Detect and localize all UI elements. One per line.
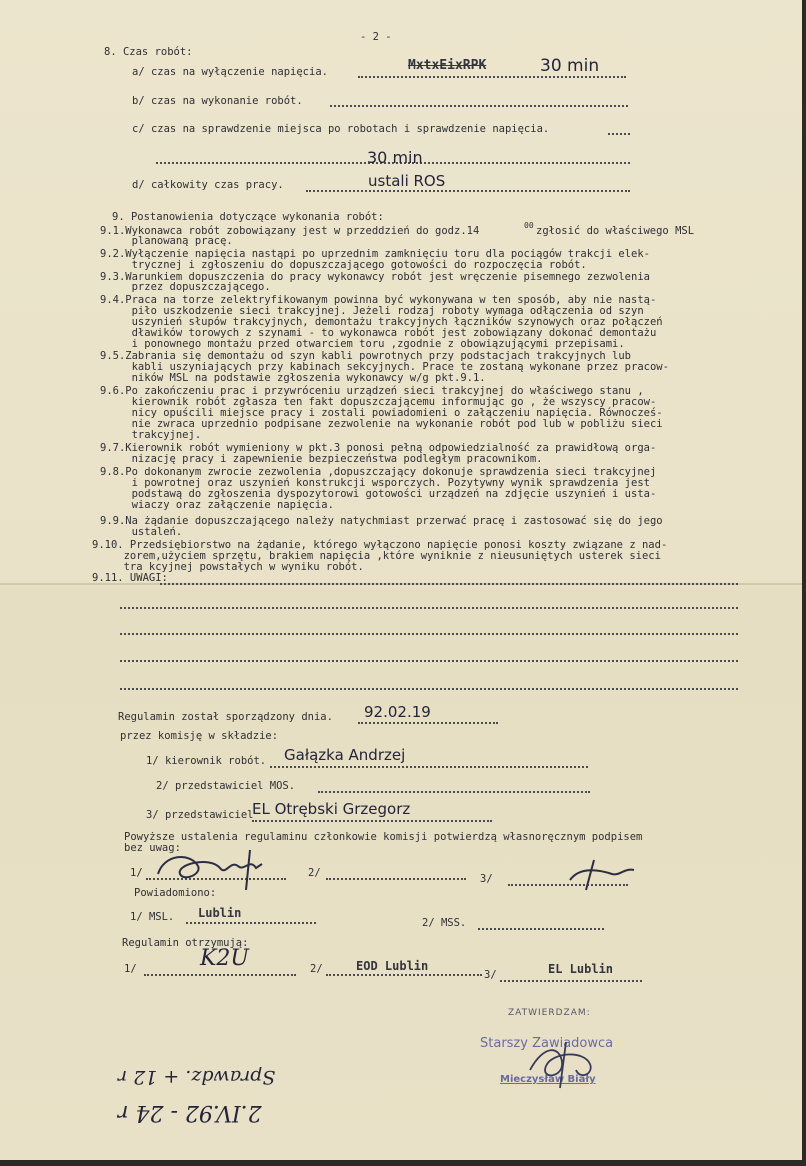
s9-line: 9.4.Praca na torze zelektryfikowanym powinna być wykonywana w ten sposób, aby nie nastą- bbox=[100, 294, 657, 306]
s9-line: 9.9.Na żądanie dopuszczającego należy natychmiast przerwać pracę i zastosować się do jego bbox=[100, 515, 663, 527]
sig-2-label: 2/ bbox=[308, 867, 321, 879]
s9-line: 9.10. Przedsiębiorstwo na żądanie, którego wyłączono napięcie ponosi koszty związane z nad- bbox=[92, 539, 668, 551]
s9-line: nizację pracy i zapewnienie bezpieczeństwa podległym pracownikom. bbox=[100, 453, 543, 465]
s9-line: ustaleń. bbox=[100, 526, 183, 538]
uwagi-dots-3 bbox=[120, 633, 738, 635]
confirm-text-2: bez uwag: bbox=[124, 842, 181, 854]
s9-line: 9.3.Warunkiem dopuszczenia do pracy wykonawcy robót jest wręczenie pisemnego zezwolenia bbox=[100, 271, 650, 283]
note-2: 2.IV.92 - 24 r bbox=[118, 1100, 262, 1125]
s8-d-value: ustali ROS bbox=[368, 172, 446, 190]
confirm-text-1: Powyższe ustalenia regulaminu członkowie komisji potwierdzą własnoręcznym podpisem bbox=[124, 831, 643, 843]
approval-signature-mark bbox=[520, 1040, 610, 1090]
s8-a-strike: MxtxEixRPK bbox=[408, 58, 487, 73]
member-2-dots bbox=[318, 791, 590, 793]
s9-line: przez dopuszczającego. bbox=[100, 281, 271, 293]
uwagi-dots-2 bbox=[120, 607, 738, 609]
s9-line: i ponownego montażu przed otwarciem toru ,zgodnie z obowiązującymi przepisami. bbox=[100, 338, 625, 350]
s9-line: 9.8.Po dokonanym zwrocie zezwolenia ,dopuszczający dokonuje sprawdzenia sieci trakcyjnej bbox=[100, 466, 657, 478]
drawn-dots bbox=[358, 722, 498, 724]
s8-b-label: b/ czas na wykonanie robót. bbox=[132, 95, 303, 107]
sig-3-label: 3/ bbox=[480, 873, 493, 885]
s8-a-dots bbox=[358, 76, 626, 78]
s9-line: tra kcyjnej powstałych w wyniku robót. bbox=[92, 561, 364, 573]
s9-line: planowaną pracę. bbox=[100, 235, 233, 247]
s9-line: piło uszkodzenie sieci trakcyjnej. Jeżeli rodzaj roboty wymaga odłączenia od szyn bbox=[100, 305, 644, 317]
received-label: Regulamin otrzymują: bbox=[122, 937, 249, 949]
s8-d-label: d/ całkowity czas pracy. bbox=[132, 179, 284, 191]
member-1-label: 1/ kierownik robót. bbox=[146, 755, 267, 767]
s9-line: 9.7.Kierownik robót wymieniony w pkt.3 ponosi pełną odpowiedzialność za prawidłową orga- bbox=[100, 442, 657, 454]
page-number: - 2 - bbox=[360, 31, 392, 43]
s9-line: ników MSL na podstawie zgłoszenia wykonawcy w/g pkt.9.1. bbox=[100, 372, 486, 384]
received-1-dots bbox=[144, 974, 296, 976]
s8-d-dots bbox=[306, 190, 630, 192]
received-2-value: EOD Lublin bbox=[356, 959, 429, 973]
s9-line: wiaczy oraz załączenie napięcia. bbox=[100, 499, 334, 511]
notified-1-value: Lublin bbox=[198, 906, 242, 920]
received-1-label: 1/ bbox=[124, 963, 137, 975]
received-2-dots bbox=[326, 974, 482, 976]
member-3-dots bbox=[252, 820, 492, 822]
s9-line: 9.2.Wyłączenie napięcia nastąpi po uprzednim zamknięciu toru dla pociągów trakcji elek- bbox=[100, 248, 650, 260]
uwagi-dots-4 bbox=[120, 660, 738, 662]
stamp-line-2: Mieczysław Biały bbox=[500, 1074, 596, 1085]
s9-line: 9.6.Po zakończeniu prac i przywróceniu urządzeń sieci trakcyjnej do właściwego stanu , bbox=[100, 385, 644, 397]
s9-1-tail: zgłosić do właściwego MSL bbox=[536, 225, 695, 237]
s9-line: kierownik robót zgłasza ten fakt dopuszczającemu informując go , że wszyscy pracow- bbox=[100, 396, 657, 408]
sig-1-label: 1/ bbox=[130, 867, 143, 879]
approval-label: ZATWIERDZAM: bbox=[508, 1008, 591, 1018]
signature-3-mark bbox=[560, 856, 640, 892]
s9-line: 9.11. UWAGI: bbox=[92, 572, 168, 584]
member-1-value: Gałązka Andrzej bbox=[284, 746, 406, 764]
s9-line: nie zwraca uprzednio podpisane zezwolenie na wykonanie robót pod lub w pobliżu sieci bbox=[100, 418, 663, 430]
member-1-dots bbox=[270, 766, 588, 768]
notified-2-label: 2/ MSS. bbox=[422, 917, 467, 929]
section-8-heading: 8. Czas robót: bbox=[104, 46, 193, 58]
s9-line: podstawą do zgłoszenia dyspozytorowi gotowości urządzeń na zdjęcie uszynień i usta- bbox=[100, 488, 657, 500]
s9-line: kabli uszyniających przy kabinach sekcyjnych. Prace te zostaną wykonane przez pracow- bbox=[100, 361, 669, 373]
s9-1-continuation bbox=[524, 221, 695, 237]
s9-line: zorem,użyciem sprzętu, brakiem napięcia ,które wyniknie z nieusuniętych usterek sieci bbox=[92, 550, 661, 562]
s9-1-superscript: 00 bbox=[524, 221, 534, 230]
s9-line: i powrotnej oraz uszynień konstrukcji wsporczych. Pozytywny wynik sprawdzenia jest bbox=[100, 477, 650, 489]
s9-line: 9.1.Wykonawca robót zobowiązany jest w przeddzień do godz.14 bbox=[100, 225, 480, 237]
stamp-line-1: Starszy Zawiadowca bbox=[480, 1036, 614, 1051]
member-3-value: EL Otrębski Grzegorz bbox=[252, 800, 411, 818]
s8-c-dots-1 bbox=[608, 133, 630, 135]
notified-label: Powiadomiono: bbox=[134, 887, 217, 899]
uwagi-dots-5 bbox=[120, 688, 738, 690]
s9-line: trakcyjnej. bbox=[100, 429, 202, 441]
s8-a-value: 30 min bbox=[540, 56, 600, 76]
member-3-label: 3/ przedstawiciel bbox=[146, 809, 254, 821]
notified-2-dots bbox=[478, 928, 604, 930]
s9-line: dławików torowych z szynami - to wykonawca robót jest zobowiązany dokonać demontażu bbox=[100, 327, 657, 339]
s8-c-label: c/ czas na sprawdzenie miejsca po robotach i sprawdzenie napięcia. bbox=[132, 123, 550, 135]
s9-line: 9.5.Zabrania się demontażu od szyn kabli powrotnych przy podstacjach trakcyjnych lub bbox=[100, 350, 632, 362]
notified-1-label: 1/ MSL. bbox=[130, 911, 175, 923]
sig-2-dots bbox=[326, 878, 466, 880]
s8-c-value: 30 min bbox=[367, 148, 423, 167]
note-1: Sprawdz. + 12 r bbox=[118, 1066, 276, 1088]
received-1-value: K2U bbox=[200, 946, 249, 971]
notified-1-dots bbox=[186, 922, 316, 924]
drawn-date: 92.02.19 bbox=[364, 703, 431, 721]
section-9-heading: 9. Postanowienia dotyczące wykonania robót: bbox=[112, 211, 384, 223]
received-3-dots bbox=[500, 980, 642, 982]
s9-line: uszynień słupów trakcyjnych, demontażu trakcyjnych łączników szynowych oraz połączeń bbox=[100, 316, 663, 328]
s8-b-dots bbox=[330, 105, 628, 107]
member-2-label: 2/ przedstawiciel MOS. bbox=[156, 780, 296, 792]
received-3-label: 3/ bbox=[484, 969, 497, 981]
commission-label: przez komisję w składzie: bbox=[120, 730, 279, 742]
uwagi-dots-1 bbox=[160, 583, 738, 585]
received-3-value: EL Lublin bbox=[548, 962, 614, 976]
received-2-label: 2/ bbox=[310, 963, 323, 975]
s9-line: trycznej i zgłoszeniu do dopuszczającego gotowości do rozpoczęcia robót. bbox=[100, 259, 587, 271]
drawn-label: Regulamin został sporządzony dnia. bbox=[118, 711, 333, 723]
s9-line: nicy opuścili miejsce pracy i zostali powiadomieni o załączeniu napięcia. Równocześ- bbox=[100, 407, 663, 419]
s8-a-label: a/ czas na wyłączenie napięcia. bbox=[132, 66, 328, 78]
